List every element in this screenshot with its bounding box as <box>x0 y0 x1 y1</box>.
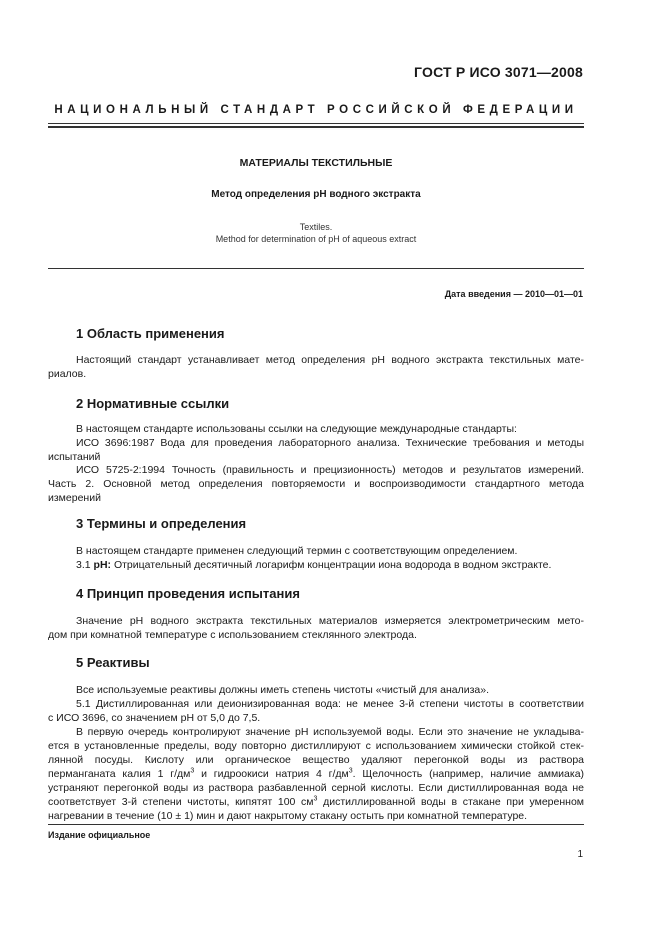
section-5-line-7 <box>48 767 584 781</box>
section-4-line-2: дом при комнатной температуре с использованием стеклянного электрода. <box>48 629 417 641</box>
section-2-line-3: испытаний <box>48 451 101 463</box>
term-definition-text: Отрицательный десятичный логарифм концентрации иона водорода в водном экстракте. <box>113 559 552 571</box>
section-5-line-5: ется в установленные пределы, воду повторно дистиллируют с использованием химически стойкой стек- <box>48 740 584 752</box>
section-2-line-5: Часть 2. Основной метод определения повторяемости и воспроизводимости стандартного метода <box>48 478 584 490</box>
line-7-part-b: и гидроокиси натрия 4 г/дм <box>194 768 349 780</box>
section-3-line-1: В настоящем стандарте применен следующий термин с соответствующим определением. <box>76 545 518 557</box>
section-5-line-10: нагревании в течение (10 ± 1) мин и дают накрытому стакану остыть при комнатной температуре. <box>48 810 528 822</box>
section-3-heading: 3 Термины и определения <box>76 516 247 531</box>
english-title-line-2: Method for determination of pH of aqueous extract <box>215 234 417 244</box>
term-name: pH: <box>93 559 112 571</box>
english-title <box>48 221 584 245</box>
line-9-part-a: соответствует 3-й степени чистоты, кипятят 100 см <box>48 796 314 808</box>
section-2-line-6: измерений <box>48 492 101 504</box>
section-5-line-1: Все используемые реактивы должны иметь степень чистоты «чистый для анализа». <box>76 684 490 696</box>
official-edition-label: Издание официальное <box>48 830 151 840</box>
introduction-date: Дата введения — 2010—01—01 <box>444 289 583 299</box>
section-2-heading: 2 Нормативные ссылки <box>76 396 230 411</box>
document-title: МАТЕРИАЛЫ ТЕКСТИЛЬНЫЕ <box>239 157 393 169</box>
superscript-3: 3 <box>313 795 318 803</box>
section-1-heading: 1 Область применения <box>76 326 225 341</box>
section-4-line-1: Значение pH водного экстракта текстильных материалов измеряется электрометрическим мето- <box>76 615 584 627</box>
term-definition <box>76 558 584 572</box>
standard-number: ГОСТ Р ИСО 3071—2008 <box>414 64 583 80</box>
section-2-line-1: В настоящем стандарте использованы ссылки на следующие международные стандарты: <box>76 423 517 435</box>
line-7-part-c: . Щелочность (например, наличие аммиака) <box>352 768 585 780</box>
header-rule-thin <box>48 123 584 124</box>
section-5-line-4: В первую очередь контролируют значение pH используемой воды. Если это значение не укладыва- <box>76 726 584 738</box>
superscript-3: 3 <box>348 767 353 775</box>
section-5-line-3: с ИСО 3696, со значением pH от 5,0 до 7,5. <box>48 712 261 724</box>
superscript-3: 3 <box>190 767 195 775</box>
line-9-part-b: дистиллированной воды в стакане при умеренном <box>317 796 585 808</box>
section-5-line-2: 5.1 Дистиллированная или деионизированная вода: не менее 3-й степени чистоты в соответствии <box>76 698 584 710</box>
section-2-line-2: ИСО 3696:1987 Вода для проведения лабораторного анализа. Технические требования и методы <box>76 437 584 449</box>
section-1-line-2: риалов. <box>48 368 87 380</box>
footer-rule <box>48 824 584 825</box>
national-standard-banner: НАЦИОНАЛЬНЫЙ СТАНДАРТ РОССИЙСКОЙ ФЕДЕРАЦИИ <box>54 104 578 116</box>
section-5-line-9 <box>48 795 584 809</box>
section-2-line-4: ИСО 5725-2:1994 Точность (правильность и прецизионность) методов и результатов измерений. <box>76 464 584 476</box>
page-number: 1 <box>577 849 583 860</box>
title-rule <box>48 268 584 269</box>
line-7-part-a: перманганата калия 1 г/дм <box>48 768 191 780</box>
term-number: 3.1 <box>76 559 91 571</box>
english-title-line-1: Textiles. <box>299 222 333 232</box>
header-rule-thick <box>48 126 584 128</box>
section-5-line-8: устраняют перегонкой воды из раствора разбавленной серной кислоты. Если дистиллированная вода не <box>48 782 584 794</box>
section-5-line-6: лянной посуды. Кислоту или органическое вещество удаляют перегонкой воды из раствора <box>48 754 584 766</box>
section-5-heading: 5 Реактивы <box>76 655 150 670</box>
document-subtitle: Метод определения pH водного экстракта <box>211 189 421 200</box>
section-1-line-1: Настоящий стандарт устанавливает метод определения pH водного экстракта текстильных мате- <box>76 354 584 366</box>
section-4-heading: 4 Принцип проведения испытания <box>76 586 300 601</box>
